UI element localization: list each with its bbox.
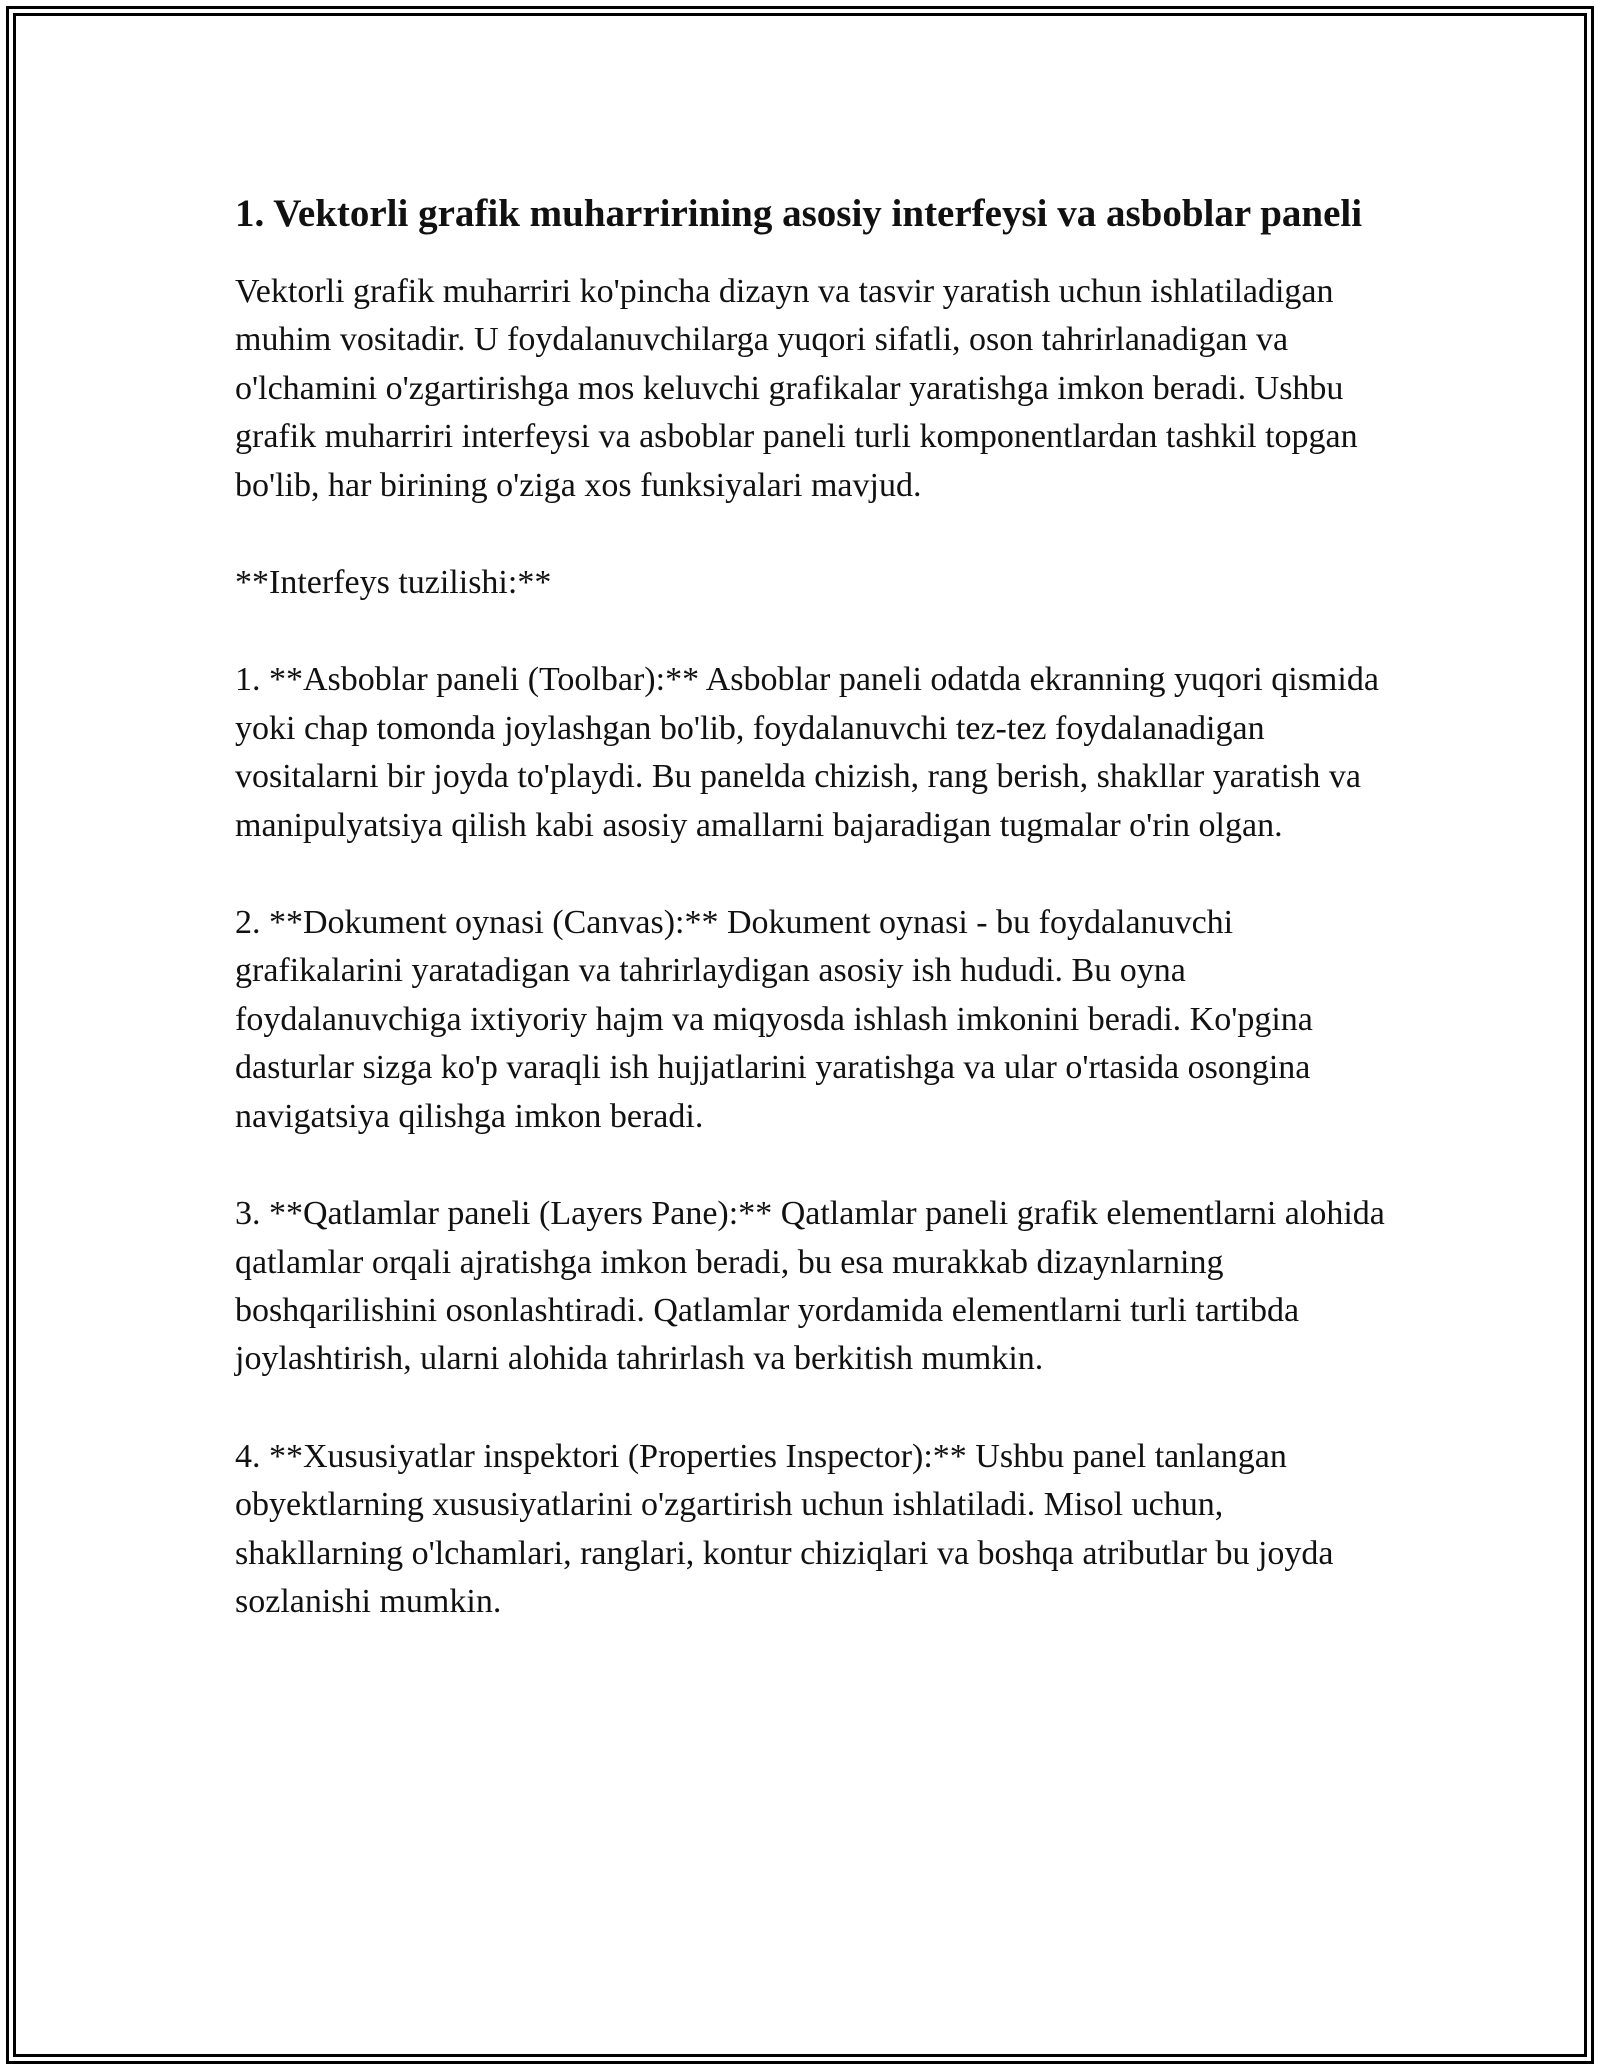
document-title: 1. Vektorli grafik muharririning asosiy interfeysi va asboblar paneli <box>235 192 1363 235</box>
intro-paragraph: Vektorli grafik muharriri ko'pincha dizayn va tasvir yaratish uchun ishlatiladigan muhim vositadir. U foydalanuvchilarga yuqori sifatli, oson tahrirlanadigan va o'lchamini o'zgartirishga mos keluvchi grafikalar yaratishga imkon beradi. Ushbu grafik muharriri interfeysi va asboblar paneli turli komponentlardan tashkil topgan bo'lib, har birining o'ziga xos funksiyalari mavjud. <box>235 273 1358 504</box>
document-body <box>235 187 1385 1675</box>
list-item-canvas: 2. **Dokument oynasi (Canvas):** Dokument oynasi - bu foydalanuvchi grafikalarini yaratadigan va tahrirlaydigan asosiy ish hududi. Bu oyna foydalanuvchiga ixtiyoriy hajm va miqyosda ishlash imkonini beradi. Ko'pgina dasturlar sizga ko'p varaqli ish hujjatlarini yaratishga va ular o'rtasida osongina navigatsiya qilishga imkon beradi. <box>235 904 1313 1135</box>
section-heading: **Interfeys tuzilishi:** <box>235 564 552 602</box>
list-item-properties: 4. **Xususiyatlar inspektori (Properties Inspector):** Ushbu panel tanlangan obyektlarning xususiyatlarini o'zgartirish uchun ishlatiladi. Misol uchun, shakllarning o'lchamlari, ranglari, kontur chiziqlari va boshqa atributlar bu joyda sozlanishi mumkin. <box>235 1437 1334 1620</box>
list-item-layers: 3. **Qatlamlar paneli (Layers Pane):** Qatlamlar paneli grafik elementlarni alohida qatlamlar orqali ajratishga imkon beradi, bu esa murakkab dizaynlarning boshqarilishini osonlashtiradi. Qatlamlar yordamida elementlarni turli tartibda joylashtirish, ularni alohida tahrirlash va berkitish mumkin. <box>235 1195 1385 1378</box>
list-item-toolbar: 1. **Asboblar paneli (Toolbar):** Asboblar paneli odatda ekranning yuqori qismida yoki chap tomonda joylashgan bo'lib, foydalanuvchi tez-tez foydalanadigan vositalarni bir joyda to'playdi. Bu panelda chizish, rang berish, shakllar yaratish va manipulyatsiya qilish kabi asosiy amallarni bajaradigan tugmalar o'rin olgan. <box>235 661 1379 844</box>
